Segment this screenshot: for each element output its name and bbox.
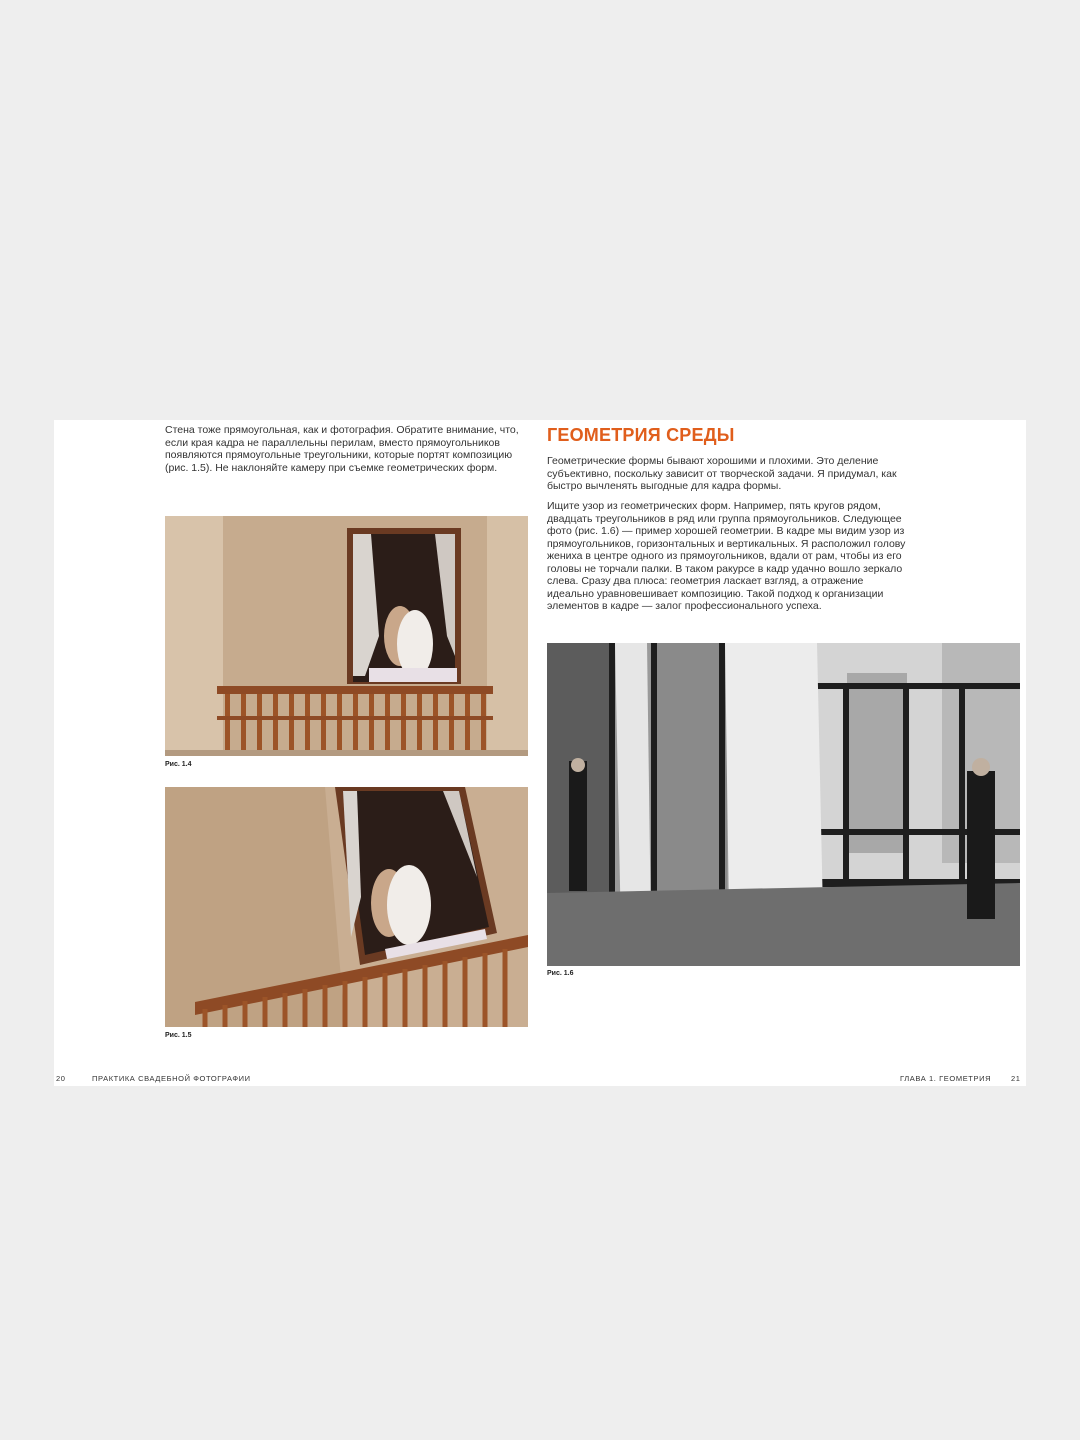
left-intro-text: Стена тоже прямоугольная, как и фотография. Обратите внимание, что, если края кадра не параллельны перилам, вместо прямоугольников появляются прямоугольные треугольники, которые портят композицию (рис. 1.5). Не наклоняйте камеру при съемке геометрических форм. xyxy=(165,424,519,474)
figure-1-4-caption: Рис. 1.4 xyxy=(165,761,192,768)
left-page-number: 20 xyxy=(56,1074,66,1083)
figure-1-6-photo xyxy=(547,643,1020,966)
right-paragraph-1: Геометрические формы бывают хорошими и плохими. Это деление субъективно, поскольку зависит от творческой задачи. Я придумал, как быстро вычленять выгодные для кадра формы. xyxy=(547,455,897,492)
left-running-title: ПРАКТИКА СВАДЕБНОЙ ФОТОГРАФИИ xyxy=(92,1074,251,1083)
figure-1-5-caption: Рис. 1.5 xyxy=(165,1032,192,1039)
figure-1-4-photo xyxy=(165,516,528,756)
right-page-number: 21 xyxy=(1011,1074,1021,1083)
section-heading: ГЕОМЕТРИЯ СРЕДЫ xyxy=(547,425,735,445)
figure-1-6-caption: Рис. 1.6 xyxy=(547,970,574,977)
book-spread xyxy=(54,420,1026,1086)
right-running-title: ГЛАВА 1. ГЕОМЕТРИЯ xyxy=(900,1074,992,1083)
figure-1-5-photo xyxy=(165,787,528,1027)
right-paragraph-2: Ищите узор из геометрических форм. Например, пять кругов рядом, двадцать треугольников в ряд или группа прямоугольников. Следующее фото (рис. 1.6) — пример хорошей геометрии. В кадре мы видим узор из прямоугольников, горизонтальных и вертикальных. Я расположил голову жениха в центре одного из прямоугольников, вдали от рам, чтобы из его головы не торчали палки. В таком ракурсе в кадр удачно вошло зеркало слева. Сразу два плюса: геометрия ласкает взгляд, а отражение идеально уравновешивает композицию. Такой подход к организации элементов в кадре — залог профессионального успеха. xyxy=(547,500,906,612)
